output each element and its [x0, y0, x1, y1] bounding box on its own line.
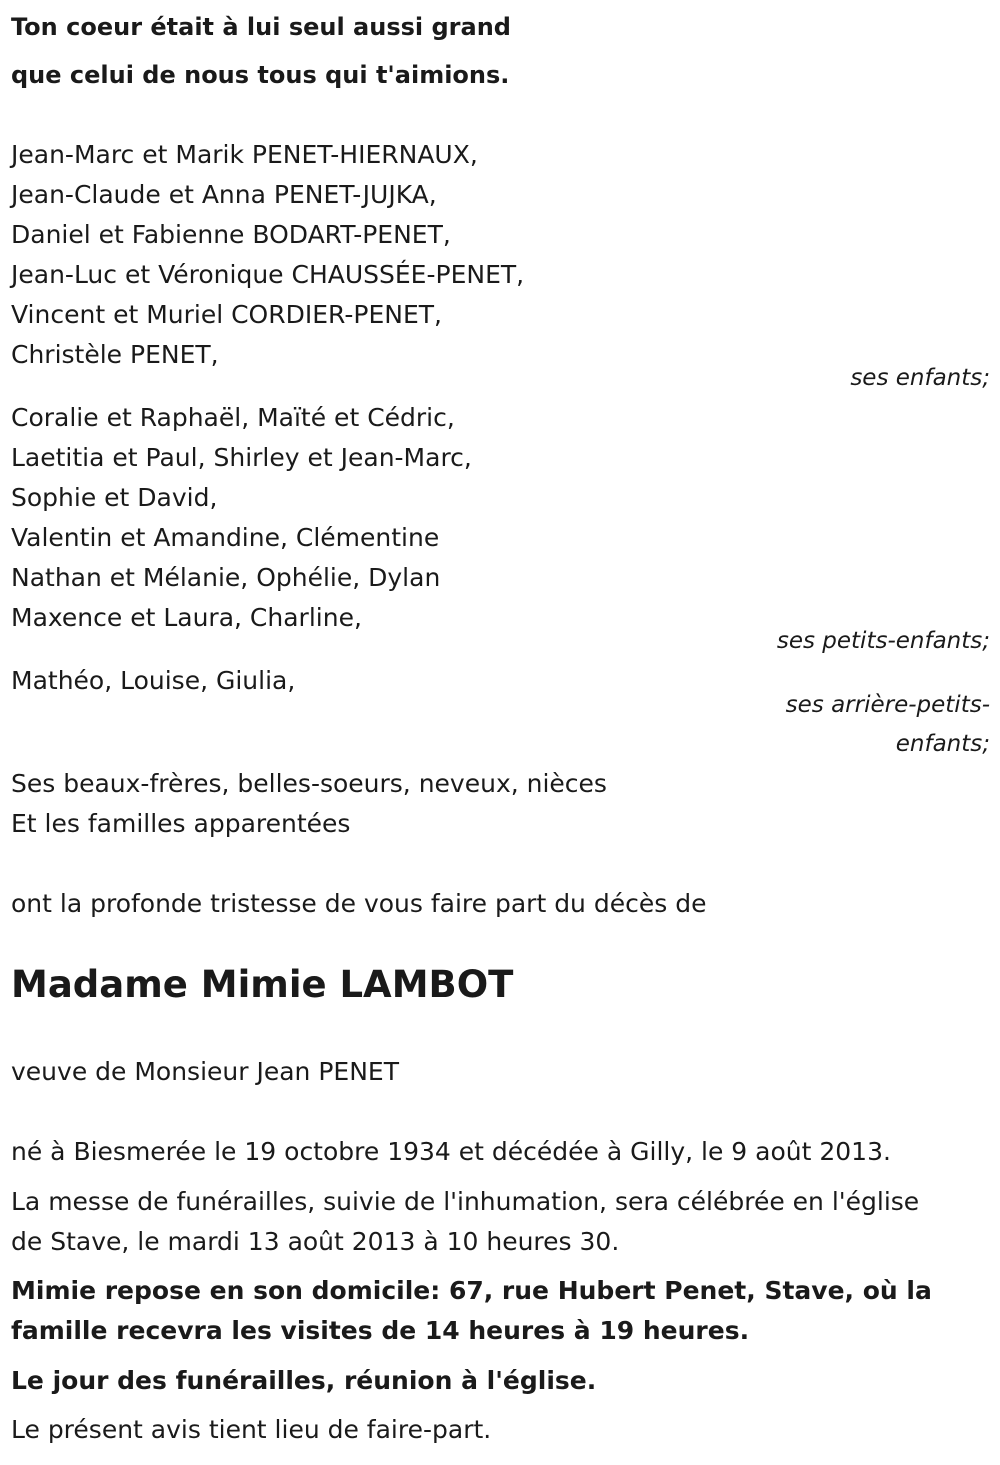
birth-death: né à Biesmerée le 19 octobre 1934 et décédée à Gilly, le 9 août 2013. — [11, 1137, 891, 1166]
grandchild-line-1: Coralie et Raphaël, Maïté et Cédric, — [11, 403, 455, 432]
child-line-4: Jean-Luc et Véronique CHAUSSÉE-PENET, — [11, 260, 525, 289]
child-line-2: Jean-Claude et Anna PENET-JUJKA, — [11, 180, 437, 209]
children-label: ses enfants; — [850, 365, 990, 391]
meeting-notice: Le jour des funérailles, réunion à l'église. — [11, 1366, 597, 1395]
great-grandchild-line-1: Mathéo, Louise, Giulia, — [11, 666, 296, 695]
child-line-5: Vincent et Muriel CORDIER-PENET, — [11, 300, 442, 329]
relatives-line-1: Ses beaux-frères, belles-soeurs, neveux, nièces — [11, 769, 607, 798]
child-line-1: Jean-Marc et Marik PENET-HIERNAUX, — [11, 140, 478, 169]
grandchild-line-4: Valentin et Amandine, Clémentine — [11, 523, 440, 552]
widow-of: veuve de Monsieur Jean PENET — [11, 1057, 399, 1086]
mass-line-2: de Stave, le mardi 13 août 2013 à 10 heures 30. — [11, 1227, 620, 1256]
grandchild-line-2: Laetitia et Paul, Shirley et Jean-Marc, — [11, 443, 472, 472]
grandchild-line-6: Maxence et Laura, Charline, — [11, 603, 362, 632]
rest-line-2: famille recevra les visites de 14 heures à 19 heures. — [11, 1316, 750, 1345]
grandchildren-label: ses petits-enfants; — [776, 628, 990, 654]
epigraph-line-2: que celui de nous tous qui t'aimions. — [11, 61, 510, 89]
grandchild-line-3: Sophie et David, — [11, 483, 218, 512]
deceased-name: Madame Mimie LAMBOT — [11, 963, 514, 1006]
announcement: ont la profonde tristesse de vous faire part du décès de — [11, 889, 707, 918]
epigraph-line-1: Ton coeur était à lui seul aussi grand — [11, 13, 511, 41]
mass-line-1: La messe de funérailles, suivie de l'inhumation, sera célébrée en l'église — [11, 1187, 920, 1216]
rest-line-1: Mimie repose en son domicile: 67, rue Hubert Penet, Stave, où la — [11, 1276, 932, 1305]
great-grandchildren-label-1: ses arrière-petits- — [785, 692, 990, 718]
relatives-line-2: Et les familles apparentées — [11, 809, 351, 838]
grandchild-line-5: Nathan et Mélanie, Ophélie, Dylan — [11, 563, 441, 592]
great-grandchildren-label-2: enfants; — [895, 731, 990, 757]
child-line-6: Christèle PENET, — [11, 340, 219, 369]
closing-notice: Le présent avis tient lieu de faire-part. — [11, 1415, 492, 1444]
child-line-3: Daniel et Fabienne BODART-PENET, — [11, 220, 451, 249]
